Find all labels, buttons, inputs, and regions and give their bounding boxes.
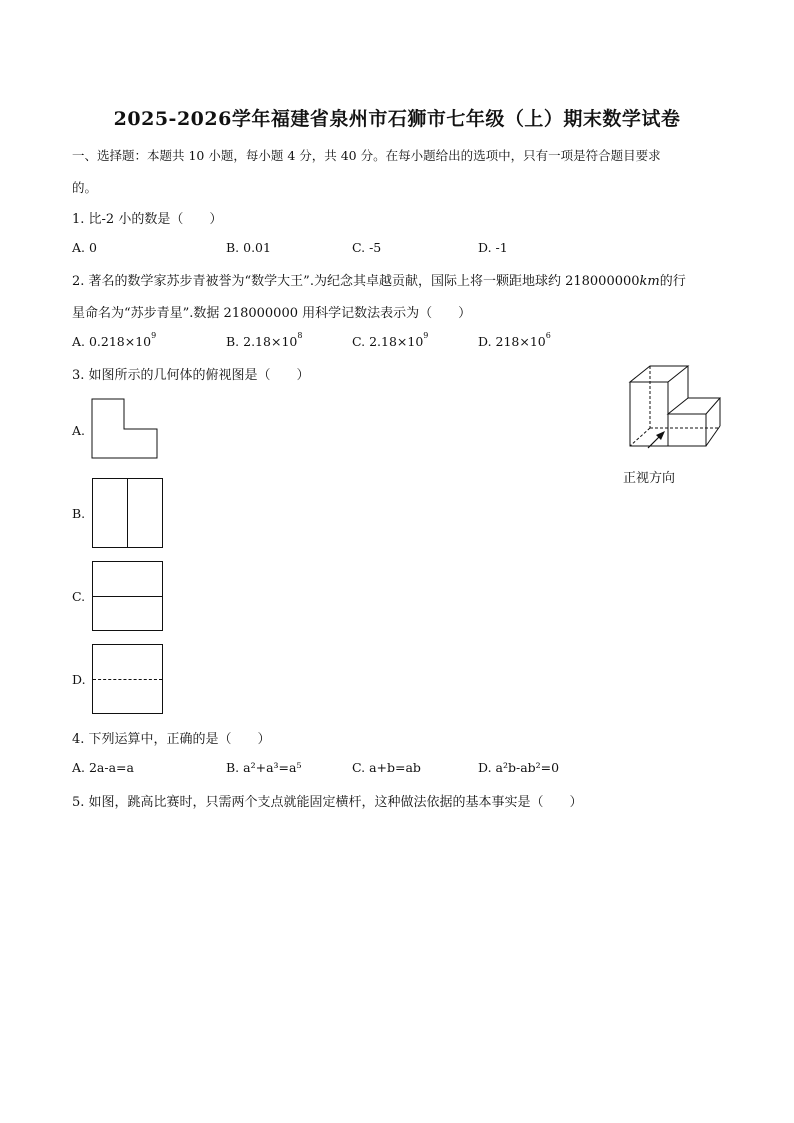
q2-option-b-base: B. 2.18×10 (226, 334, 298, 349)
q2-stem-text: 2. 著名的数学家苏步青被誉为“数学大王”.为纪念其卓越贡献，国际上将一颗距地球约 218000000 (72, 274, 640, 289)
q1-option-d: D. -1 (478, 240, 508, 255)
q2-option-d-exp: 6 (545, 331, 551, 340)
question-5-stem: 5. 如图，跳高比赛时，只需两个支点就能固定横杆，这种做法依据的基本事实是（ ） (72, 795, 583, 810)
question-1-stem: 1. 比-2 小的数是（ ） (72, 212, 223, 227)
solid-figure (618, 362, 728, 452)
q1-option-a: A. 0 (72, 240, 97, 255)
q2-option-c (352, 331, 429, 349)
q2-option-b (226, 331, 303, 349)
q3-option-a-label: A. (72, 423, 86, 438)
section-heading-cont: 的。 (72, 180, 98, 195)
q4-option-c: C. a+b=ab (352, 760, 421, 775)
q3-option-c-label: C. (72, 589, 86, 604)
q3-option-c-figure (92, 561, 163, 631)
q4-option-a: A. 2a-a=a (72, 760, 134, 775)
q2-stem-tail: 的行 (659, 274, 686, 289)
q2-option-d-base: D. 218×10 (478, 334, 546, 349)
q2-option-c-exp: 9 (423, 331, 429, 340)
q2-unit: km (639, 274, 660, 289)
question-2-stem-line1 (72, 270, 686, 289)
q2-option-b-exp: 8 (297, 331, 303, 340)
question-2-stem-line2: 星命名为“苏步青星”.数据 218000000 用科学记数法表示为（ ） (72, 306, 472, 321)
q2-option-d (478, 331, 551, 349)
q4-option-b: B. a²+a³=a⁵ (226, 760, 302, 775)
q1-option-c: C. -5 (352, 240, 382, 255)
page-title: 2025-2026学年福建省泉州市石狮市七年级（上）期末数学试卷 (113, 108, 681, 130)
q2-option-a-exp: 9 (151, 331, 157, 340)
q2-option-c-base: C. 2.18×10 (352, 334, 424, 349)
q2-option-a (72, 331, 157, 349)
q2-option-a-base: A. 0.218×10 (72, 334, 152, 349)
q1-option-b: B. 0.01 (226, 240, 271, 255)
q3-option-b-figure (92, 478, 163, 548)
q3-option-d-figure (92, 644, 163, 714)
q3-option-b-label: B. (72, 506, 86, 521)
q4-option-d: D. a²b-ab²=0 (478, 760, 560, 775)
q3-option-a-figure (91, 398, 159, 460)
q3-option-d-label: D. (72, 672, 86, 687)
section-heading: 一、选择题：本题共 10 小题，每小题 4 分，共 40 分。在每小题给出的选项中，只有一项是符合题目要求 (72, 148, 661, 163)
question-3-stem: 3. 如图所示的几何体的俯视图是（ ） (72, 368, 310, 383)
question-4-stem: 4. 下列运算中，正确的是（ ） (72, 732, 271, 747)
figure-caption: 正视方向 (623, 471, 676, 486)
